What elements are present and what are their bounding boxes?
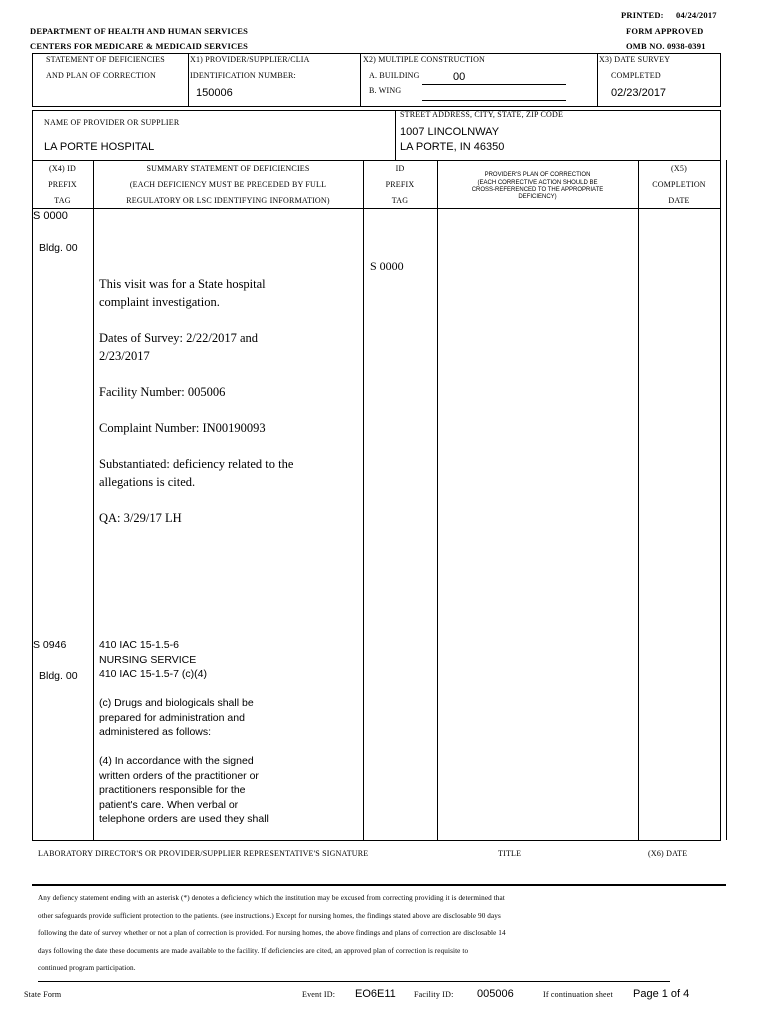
- bldg-s0000: Bldg. 00: [39, 242, 78, 254]
- wing-underline: [422, 100, 566, 101]
- summary-line: telephone orders are used they shall: [99, 813, 269, 825]
- id-header-line3: TAG: [391, 196, 409, 205]
- department-name: DEPARTMENT OF HEALTH AND HUMAN SERVICES: [30, 26, 249, 36]
- summary-line: (c) Drugs and biologicals shall be: [99, 697, 254, 709]
- x4-header-line1: (X4) ID: [49, 164, 76, 173]
- title-label: TITLE: [498, 849, 522, 858]
- summary-line: [99, 401, 293, 419]
- facility-id-label: Facility ID:: [414, 990, 454, 999]
- signature-bottom-rule: [32, 884, 726, 886]
- x4-header-line2: PREFIX: [48, 180, 77, 189]
- summary-header-line1: SUMMARY STATEMENT OF DEFICIENCIES: [146, 164, 310, 173]
- survey-date-value: 02/23/2017: [611, 87, 667, 99]
- cms-name: CENTERS FOR MEDICARE & MEDICAID SERVICES: [30, 41, 249, 51]
- plan-header-line3: CROSS-REFERENCED TO THE APPROPRIATE: [471, 187, 604, 193]
- x5-header-line3: DATE: [668, 196, 690, 205]
- facility-id-value: 005006: [477, 988, 514, 1000]
- continuation-label: If continuation sheet: [543, 990, 613, 999]
- summary-line: (4) In accordance with the signed: [99, 755, 254, 767]
- building-label: A. BUILDING: [369, 71, 420, 80]
- summary-line: [99, 311, 293, 329]
- x6-date-label: (X6) DATE: [648, 849, 688, 858]
- summary-line: complaint investigation.: [99, 295, 220, 309]
- summary-line: patient's care. When verbal or: [99, 798, 239, 811]
- x1-label-line2: IDENTIFICATION NUMBER:: [190, 71, 296, 80]
- omb-number: OMB NO. 0938-0391: [626, 41, 706, 51]
- address-label: STREET ADDRESS, CITY, STATE, ZIP CODE: [400, 110, 564, 119]
- summary-line: Complaint Number: IN00190093: [99, 421, 266, 435]
- signature-label: LABORATORY DIRECTOR'S OR PROVIDER/SUPPLIER REPRESENTATIVE'S SIGNATURE: [38, 849, 369, 858]
- provider-id-value: 150006: [196, 87, 233, 99]
- footnote-line: Any defiency statement ending with an asterisk (*) denotes a deficiency which the institution may be excused from correcting providing it is determined that: [38, 894, 505, 902]
- s0000-summary-text: [99, 275, 293, 527]
- footnote-line: other safeguards provide sufficient protection to the patients. (see instructions.) Except for nursing homes, the findings stated above are disclosable 90 days: [38, 911, 501, 920]
- plan-header-line1: PROVIDER'S PLAN OF CORRECTION: [484, 172, 591, 178]
- form-approved: FORM APPROVED: [626, 26, 704, 36]
- footnote-line: following the date of survey whether or not a plan of correction is provided. For nursing homes, the above findings and plans of correction are disclosable 14: [38, 929, 506, 937]
- plan-header-line2: (EACH CORRECTIVE ACTION SHOULD BE: [477, 180, 598, 186]
- summary-line: 410 IAC 15-1.5-6: [99, 639, 179, 651]
- footnote: [38, 890, 506, 978]
- footnote-rule: [38, 981, 670, 982]
- summary-line: Dates of Survey: 2/22/2017 and: [99, 331, 259, 345]
- summary-line: 2/23/2017: [99, 349, 150, 363]
- tag-s0000-right: S 0000: [370, 259, 404, 273]
- summary-line: prepared for administration and: [99, 711, 245, 724]
- event-id-label: Event ID:: [302, 990, 336, 999]
- event-id-value: EO6E11: [355, 988, 396, 1000]
- summary-line: allegations is cited.: [99, 475, 196, 489]
- plan-header-line4: DEFICIENCY): [518, 194, 557, 200]
- summary-header-line3: REGULATORY OR LSC IDENTIFYING INFORMATION): [126, 196, 330, 205]
- provider-name-value: LA PORTE HOSPITAL: [44, 141, 155, 153]
- statement-label-line2: AND PLAN OF CORRECTION: [46, 71, 156, 80]
- summary-line: [99, 682, 269, 697]
- building-value: 00: [453, 71, 466, 83]
- printed-label: PRINTED:: [621, 10, 664, 20]
- summary-line: [99, 437, 293, 455]
- x4-header-line3: TAG: [54, 196, 71, 205]
- x1-label-line1: X1) PROVIDER/SUPPLIER/CLIA: [190, 55, 310, 64]
- summary-line: QA: 3/29/17 LH: [99, 511, 182, 525]
- summary-line: written orders of the practitioner or: [99, 769, 259, 782]
- page-number: Page 1 of 4: [633, 988, 690, 1000]
- footnote-line: continued program participation.: [38, 964, 136, 972]
- building-underline: [422, 84, 566, 85]
- printed-date: 04/24/2017: [676, 10, 717, 20]
- summary-line: This visit was for a State hospital: [99, 277, 266, 291]
- x2-label: X2) MULTIPLE CONSTRUCTION: [363, 55, 486, 64]
- wing-label: B. WING: [369, 86, 402, 95]
- state-form-label: State Form: [24, 990, 62, 999]
- summary-line: Facility Number: 005006: [99, 385, 226, 399]
- summary-line: Substantiated: deficiency related to the: [99, 457, 294, 471]
- x3-label-line2: COMPLETED: [611, 71, 661, 80]
- summary-line: [99, 740, 269, 755]
- summary-line: 410 IAC 15-1.5-7 (c)(4): [99, 668, 207, 680]
- summary-line: [99, 365, 293, 383]
- summary-line: [99, 491, 293, 509]
- summary-header-line2: (EACH DEFICIENCY MUST BE PRECEDED BY FULL: [129, 180, 327, 189]
- address-line1: 1007 LINCOLNWAY: [400, 126, 500, 138]
- provider-name-label: NAME OF PROVIDER OR SUPPLIER: [44, 118, 180, 127]
- footnote-line: days following the date these documents are made available to the facility. If deficiencies are cited, an approved plan of correction is requisite to: [38, 946, 469, 955]
- statement-label-line1: STATEMENT OF DEFICIENCIES: [46, 55, 165, 64]
- x3-label-line1: X3) DATE SURVEY: [599, 55, 671, 64]
- id-header-line1: ID: [395, 164, 405, 173]
- id-header-line2: PREFIX: [385, 180, 415, 189]
- address-line2: LA PORTE, IN 46350: [400, 141, 505, 153]
- tag-s0946: S 0946: [33, 639, 67, 651]
- tag-s0000: S 0000: [33, 210, 68, 222]
- summary-line: administered as follows:: [99, 726, 212, 738]
- summary-line: practitioners responsible for the: [99, 784, 246, 796]
- x5-header-line1: (X5): [671, 164, 687, 173]
- bldg-s0946: Bldg. 00: [39, 670, 78, 682]
- x5-header-line2: COMPLETION: [652, 180, 706, 189]
- s0946-summary-text: [99, 638, 269, 827]
- summary-line: NURSING SERVICE: [99, 653, 197, 666]
